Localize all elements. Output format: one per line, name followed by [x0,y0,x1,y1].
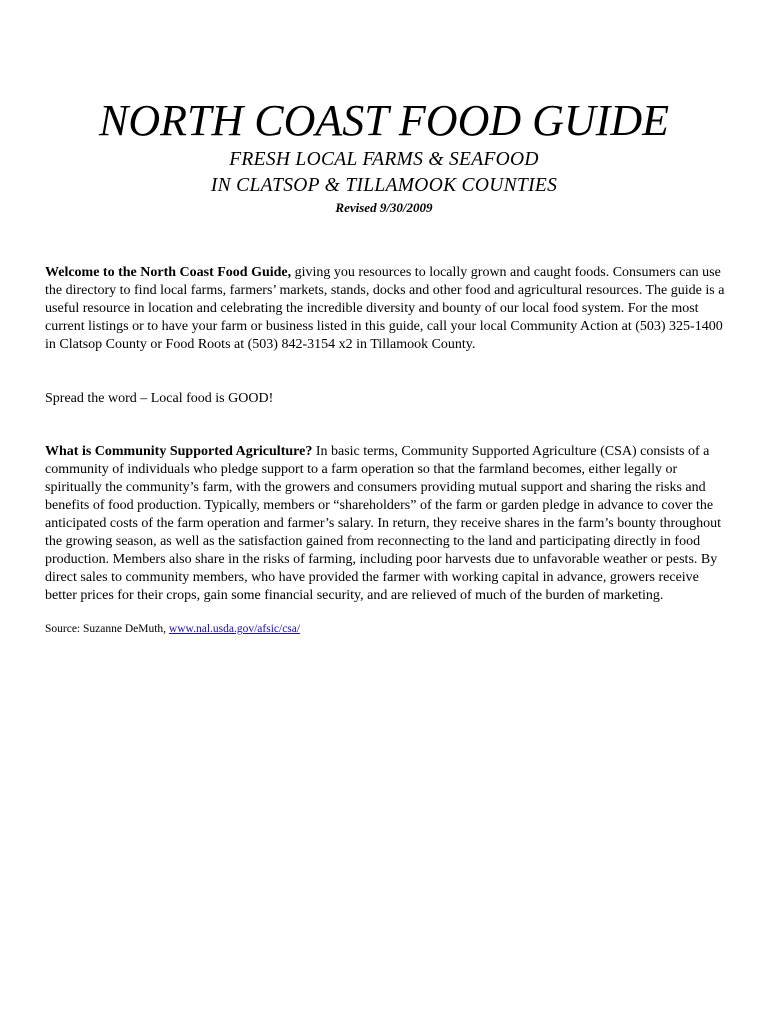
spread-the-word: Spread the word – Local food is GOOD! [45,391,274,406]
subtitle-line-1: FRESH LOCAL FARMS & SEAFOOD [229,149,539,170]
source-link[interactable]: www.nal.usda.gov/afsic/csa/ [168,623,301,635]
source-label: Source: Suzanne DeMuth, [45,623,169,635]
revised-date: Revised 9/30/2009 [335,200,433,215]
csa-text: In basic terms, Community Supported Agriculture (CSA) consists of a community of individuals who pledge support to a farm operation so that the farmland becomes, either legally or spiritually the community’s farm, with the growers and consumers providing mutual support and sharing the risks and benefits of food production. Typically, members or “shareholders” of the farm or garden pledge in advance to cover the anticipated costs of the farm operation and farmer’s salary. In return, they receive shares in the farm’s bounty throughout the growing season, as well as the satisfaction gained from reconnecting to the land and participating directly in food production. Members also share in the risks of farming, including poor harvests due to unfavorable weather or pests. By direct sales to community members, who have provided the farmer with working capital in advance, growers receive better prices for their crops, gain some financial security, and are relieved of much of the burden of marketing. [45,444,722,603]
source-citation [45,622,729,637]
welcome-text: giving you resources to locally grown and caught foods. Consumers can use the directory to find local farms, farmers’ markets, stands, docks and other food and agricultural resources. The guide is a useful resource in location and celebrating the incredible diversity and bounty of our local food system. For the most current listings or to have your farm or business listed in this guide, call your local Community Action at (503) 325-1400 in Clatsop County or Food Roots at (503) 842-3154 x2 in Tillamook County. [45,265,725,352]
document-title: NORTH COAST FOOD GUIDE [99,96,669,145]
csa-lead: What is Community Supported Agriculture? [45,444,313,459]
subtitle-line-2: IN CLATSOP & TILLAMOOK COUNTIES [210,175,558,196]
csa-paragraph [45,443,729,605]
welcome-lead: Welcome to the North Coast Food Guide, [45,265,292,280]
welcome-paragraph [45,264,729,354]
